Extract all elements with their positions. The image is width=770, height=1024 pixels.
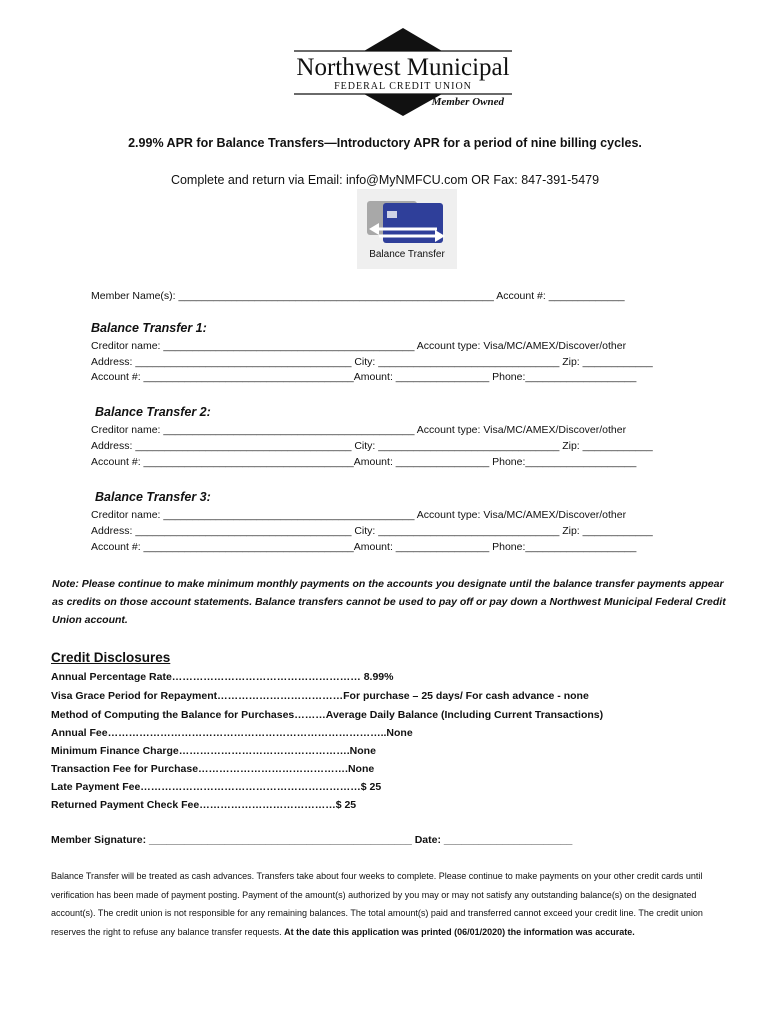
transfer-1-title: Balance Transfer 1: xyxy=(91,321,207,335)
credit-union-logo xyxy=(292,28,514,118)
disclosure-balance-method: Method of Computing the Balance for Purchases………Average Daily Balance (Including Current Transactions) xyxy=(51,709,604,721)
transfer-1-creditor: Creditor name: ___________________________________________ Account type: Visa/MC/AMEX/Discover/other xyxy=(91,340,627,352)
transfer-2-account: Account #: ____________________________________Amount: ________________ Phone:___________________ xyxy=(91,456,637,468)
transfer-1-account: Account #: ____________________________________Amount: ________________ Phone:___________________ xyxy=(91,371,637,383)
logo-subtitle: FEDERAL CREDIT UNION xyxy=(334,81,472,92)
transfer-2-address: Address: _____________________________________ City: _______________________________ Zip: ____________ xyxy=(91,440,653,452)
disclosure-annual-fee: Annual Fee……………………………………………………………………..None xyxy=(51,727,413,739)
transfer-2-creditor: Creditor name: ___________________________________________ Account type: Visa/MC/AMEX/Discover/other xyxy=(91,424,627,436)
transfer-3-creditor: Creditor name: ___________________________________________ Account type: Visa/MC/AMEX/Discover/other xyxy=(91,509,627,521)
balance-transfer-image xyxy=(357,189,457,269)
transfer-3-address: Address: _____________________________________ City: _______________________________ Zip: ____________ xyxy=(91,525,653,537)
payment-note: Note: Please continue to make minimum monthly payments on the accounts you designate until the balance transfer payments appear as credits on those account statements. Balance transfers cannot be used to pay off or pay down a Northwest Municipal Federal Credit Union account. xyxy=(52,578,726,626)
balance-transfer-label: Balance Transfer xyxy=(369,249,445,260)
footer-date-notice: At the date this application was printed (06/01/2020) the information was accurate. xyxy=(284,926,635,937)
disclosure-transaction-fee: Transaction Fee for Purchase…………………………………….None xyxy=(51,763,375,775)
disclosure-returned-check-fee: Returned Payment Check Fee…………………………………$ 25 xyxy=(51,799,357,811)
contact-line: Complete and return via Email: info@MyNMFCU.com OR Fax: 847-391-5479 xyxy=(170,173,600,187)
footer-terms xyxy=(51,867,731,941)
disclosure-late-fee: Late Payment Fee………………………………………………………$ 25 xyxy=(51,781,382,793)
disclosure-apr: Annual Percentage Rate……………………………………………… 8.99% xyxy=(51,671,394,683)
member-signature-line: Member Signature: _____________________________________________ Date: ______________________ xyxy=(51,834,573,846)
credit-card-transfer-icon xyxy=(357,189,457,249)
disclosure-min-finance-charge: Minimum Finance Charge………………………………………….None xyxy=(51,745,376,757)
apr-headline: 2.99% APR for Balance Transfers—Introductory APR for a period of nine billing cycles. xyxy=(128,136,642,150)
footer-text: Balance Transfer will be treated as cash advances. Transfers take about four weeks to complete. Please continue to make payments on your other credit cards until verification has been made of payment posting. Payment of the amount(s) authorized by you may or may not satisfy any outstanding balance(s) on the designated account(s). The credit union is not responsible for any remaining balances. The total amount(s) paid and transferred cannot exceed your credit line. The credit union reserves the right to refuse any balance transfer requests. xyxy=(51,871,703,937)
transfer-3-account: Account #: ____________________________________Amount: ________________ Phone:___________________ xyxy=(91,541,637,553)
logo-name: Northwest Municipal xyxy=(296,54,510,81)
transfer-1-address: Address: _____________________________________ City: _______________________________ Zip: ____________ xyxy=(91,356,653,368)
transfer-2-title: Balance Transfer 2: xyxy=(95,405,211,419)
transfer-3-title: Balance Transfer 3: xyxy=(95,490,211,504)
logo-tagline: Member Owned xyxy=(431,96,504,108)
disclosure-grace-period: Visa Grace Period for Repayment………………………………For purchase – 25 days/ For cash advance - none xyxy=(51,690,589,702)
member-name-line: Member Name(s): ______________________________________________________ Account #: _____________ xyxy=(91,290,625,302)
credit-disclosures-title: Credit Disclosures xyxy=(51,650,171,665)
